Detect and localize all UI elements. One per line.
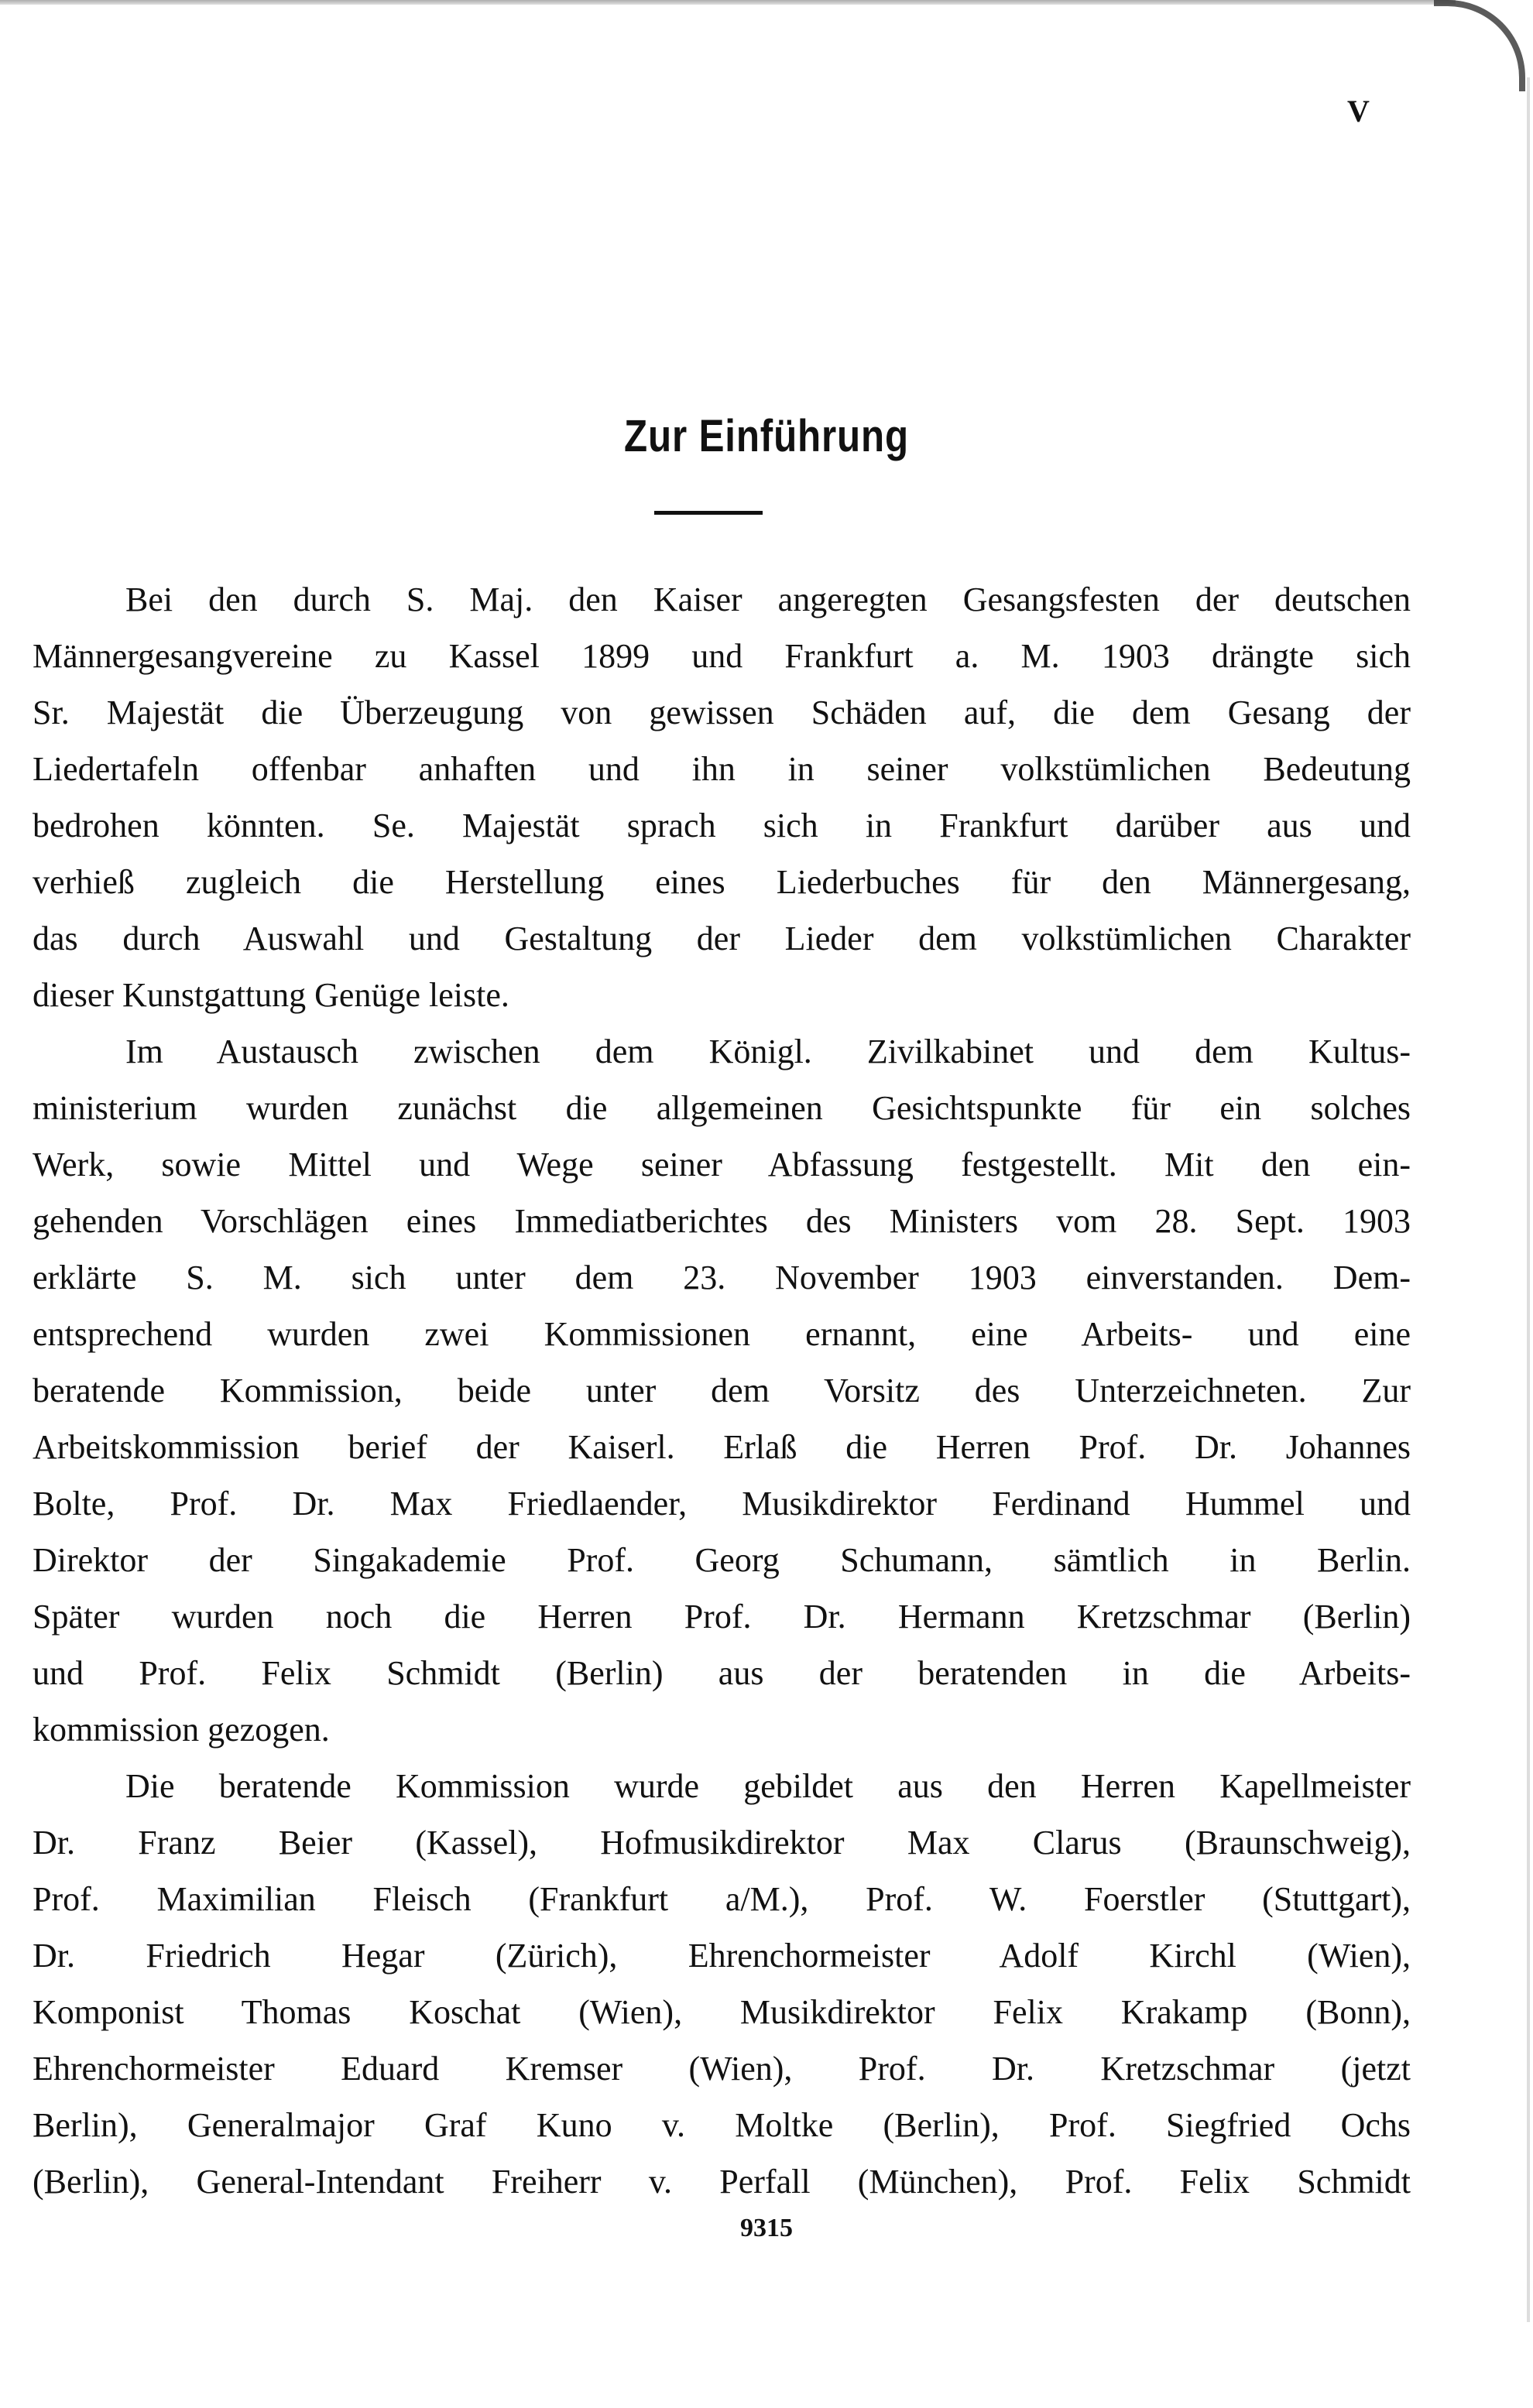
page-number-roman: V [1347,94,1370,128]
text-line: Später wurden noch die Herren Prof. Dr. Hermann Kretzschmar (Berlin) [33,1598,1411,1636]
text-line: Sr. Majestät die Überzeugung von gewissen Schäden auf, die dem Gesang der [33,694,1411,731]
text-line: Direktor der Singakademie Prof. Georg Schumann, sämtlich in Berlin. [33,1541,1411,1579]
text-line: beratende Kommission, beide unter dem Vorsitz des Unterzeichneten. Zur [33,1372,1411,1410]
text-line: entsprechend wurden zwei Kommissionen ernannt, eine Arbeits- und eine [33,1315,1411,1353]
text-line: Werk, sowie Mittel und Wege seiner Abfassung festgestellt. Mit den ein- [33,1146,1411,1183]
page-edge-top [0,0,1456,5]
text-line: Dr. Franz Beier (Kassel), Hofmusikdirektor Max Clarus (Braunschweig), [33,1824,1411,1862]
text-line: Bolte, Prof. Dr. Max Friedlaender, Musikdirektor Ferdinand Hummel und [33,1485,1411,1523]
text-line: Arbeitskommission berief der Kaiserl. Erlaß die Herren Prof. Dr. Johannes [33,1428,1411,1466]
text-line: ministerium wurden zunächst die allgemeinen Gesichtspunkte für ein solches [33,1089,1411,1127]
text-line: Dr. Friedrich Hegar (Zürich), Ehrenchormeister Adolf Kirchl (Wien), [33,1937,1411,1975]
text-line: Ehrenchormeister Eduard Kremser (Wien), Prof. Dr. Kretzschmar (jetzt [33,2050,1411,2088]
text-line: bedrohen könnten. Se. Majestät sprach sich in Frankfurt darüber aus und [33,807,1411,844]
text-line: und Prof. Felix Schmidt (Berlin) aus der beratenden in die Arbeits- [33,1654,1411,1692]
text-line: Bei den durch S. Maj. den Kaiser angeregten Gesangsfesten der deutschen [125,581,1411,618]
text-line: Männergesangvereine zu Kassel 1899 und Frankfurt a. M. 1903 drängte sich [33,637,1411,675]
page-corner-curl [1434,0,1525,91]
text-line: gehenden Vorschlägen eines Immediatberichtes des Ministers vom 28. Sept. 1903 [33,1202,1411,1240]
text-line: dieser Kunstgattung Genüge leiste. [33,976,509,1014]
printer-signature: 9315 [740,2214,793,2242]
text-line: das durch Auswahl und Gestaltung der Lieder dem volkstümlichen Charakter [33,920,1411,957]
page-edge-right [1527,77,1530,2322]
text-line: Berlin), Generalmajor Graf Kuno v. Moltke (Berlin), Prof. Siegfried Ochs [33,2106,1411,2144]
text-line: Liedertafeln offenbar anhaften und ihn in seiner volkstümlichen Bedeutung [33,750,1411,788]
text-line: kommission gezogen. [33,1711,330,1749]
text-line: (Berlin), General-Intendant Freiherr v. Perfall (München), Prof. Felix Schmidt [33,2163,1411,2201]
text-line: verhieß zugleich die Herstellung eines Liederbuches für den Männergesang, [33,863,1411,901]
text-line: Prof. Maximilian Fleisch (Frankfurt a/M.), Prof. W. Foerstler (Stuttgart), [33,1880,1411,1918]
body-text [33,571,1411,2210]
title-divider [654,511,763,515]
text-line: Komponist Thomas Koschat (Wien), Musikdirektor Felix Krakamp (Bonn), [33,1993,1411,2031]
text-line: Im Austausch zwischen dem Königl. Zivilkabinet und dem Kultus- [125,1033,1411,1070]
page-title: Zur Einführung [624,411,909,461]
text-line: erklärte S. M. sich unter dem 23. November 1903 einverstanden. Dem- [33,1259,1411,1296]
text-line: Die beratende Kommission wurde gebildet aus den Herren Kapellmeister [125,1767,1411,1805]
